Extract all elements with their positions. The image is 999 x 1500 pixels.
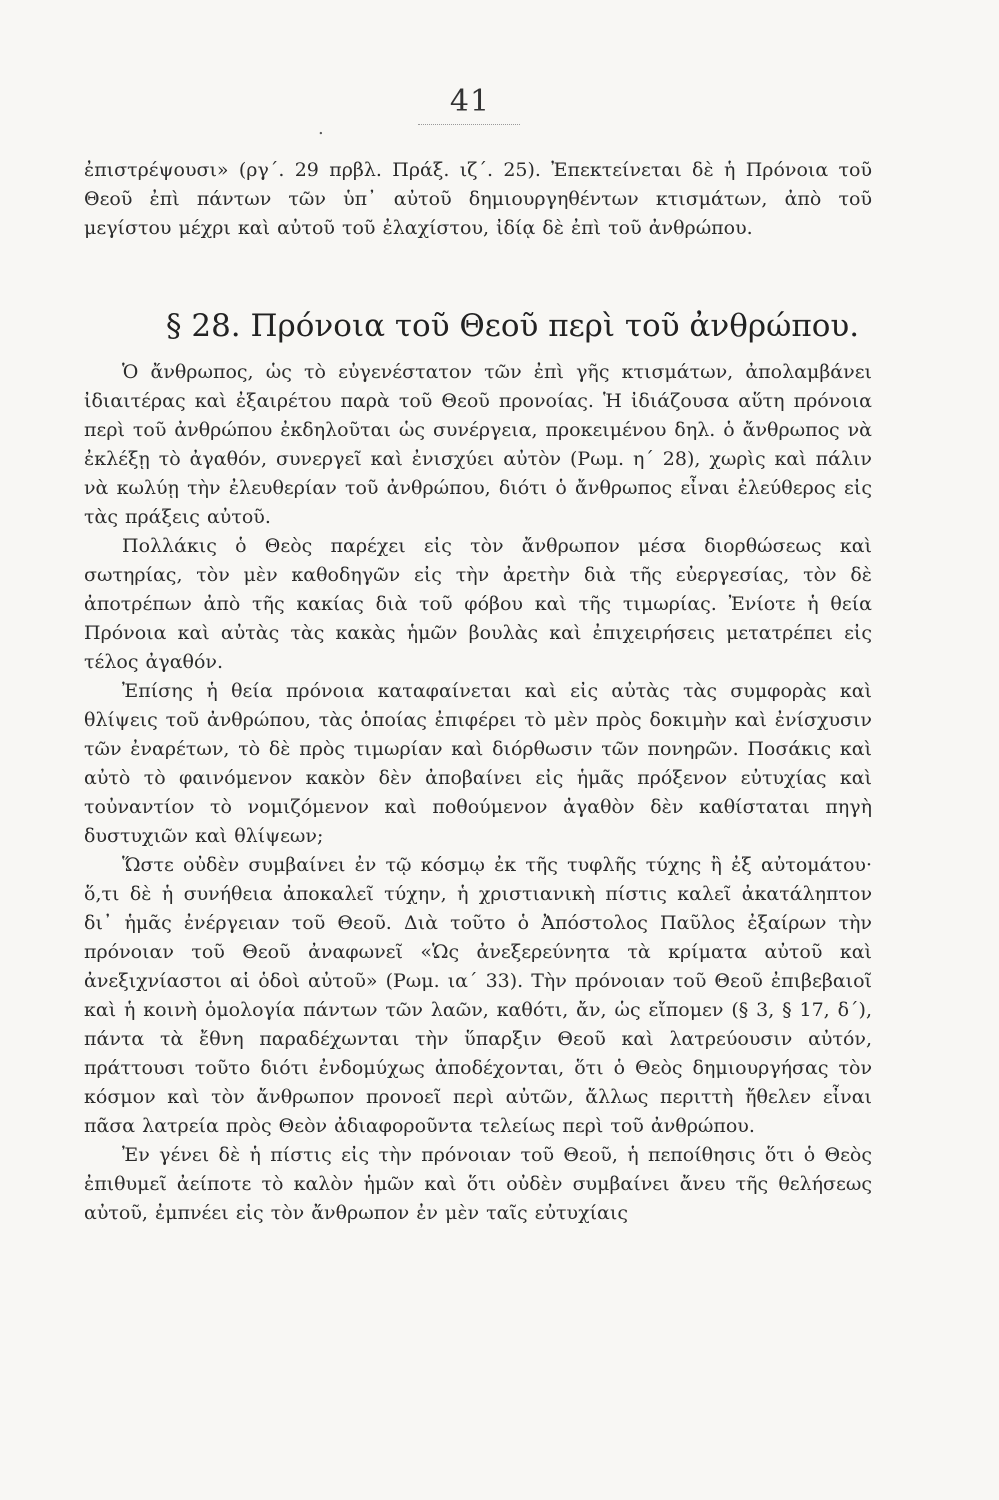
- intro-text-block: [84, 156, 872, 243]
- section-heading: § 28. Πρόνοια τοῦ Θεοῦ περὶ τοῦ ἀνθρώπου.: [166, 308, 860, 344]
- intro-paragraph: ἐπιστρέψουσι» (ργ΄. 29 πρβλ. Πράξ. ιζ΄. 25). Ἐπεκτείνεται δὲ ἡ Πρόνοια τοῦ Θεοῦ ἐπὶ πάντων τῶν ὑπ᾽ αὐτοῦ δημιουργηθέντων κτισμάτων, ἀπὸ τοῦ μεγίστου μέχρι καὶ αὐτοῦ τοῦ ἐλαχίστου, ἰδίᾳ δὲ ἐπὶ τοῦ ἀνθρώπου.: [84, 159, 872, 239]
- header-rule: [418, 124, 520, 125]
- paragraph-5: Ἐν γένει δὲ ἡ πίστις εἰς τὴν πρόνοιαν τοῦ Θεοῦ, ἡ πεποίθησις ὅτι ὁ Θεὸς ἐπιθυμεῖ ἀείποτε τὸ καλὸν ἡμῶν καὶ ὅτι οὐδὲν συμβαίνει ἄνευ τῆς θελήσεως αὐτοῦ, ἐμπνέει εἰς τὸν ἄνθρωπον ἐν μὲν ταῖς εὐτυχίαις: [84, 1144, 872, 1224]
- header-dot: .: [318, 118, 324, 139]
- paragraph-3: Ἐπίσης ἡ θεία πρόνοια καταφαίνεται καὶ εἰς αὐτὰς τὰς συμφορὰς καὶ θλίψεις τοῦ ἀνθρώπου, τὰς ὁποίας ἐπιφέρει τὸ μὲν πρὸς δοκιμὴν καὶ ἐνίσχυσιν τῶν ἐναρέτων, τὸ δὲ πρὸς τιμωρίαν καὶ διόρθωσιν τῶν πονηρῶν. Ποσάκις καὶ αὐτὸ τὸ φαινόμενον κακὸν δὲν ἀποβαίνει εἰς ἡμᾶς πρόξενον εὐτυχίας καὶ τοὐναντίον τὸ νομιζόμενον καὶ ποθούμενον ἀγαθὸν δὲν καθίσταται πηγὴ δυστυχιῶν καὶ θλίψεων;: [84, 680, 872, 847]
- paragraph-1: Ὁ ἄνθρωπος, ὡς τὸ εὐγενέστατον τῶν ἐπὶ γῆς κτισμάτων, ἀπολαμβάνει ἰδιαιτέρας καὶ ἐξαιρέτου παρὰ τοῦ Θεοῦ προνοίας. Ἡ ἰδιάζουσα αὕτη πρόνοια περὶ τοῦ ἀνθρώπου ἐκδηλοῦται ὡς συνέργεια, προκειμένου δηλ. ὁ ἄνθρωπος νὰ ἐκλέξῃ τὸ ἀγαθόν, συνεργεῖ καὶ ἐνισχύει αὐτὸν (Ρωμ. η΄ 28), χωρὶς καὶ πάλιν νὰ κωλύῃ τὴν ἐλευθερίαν τοῦ ἀνθρώπου, διότι ὁ ἄνθρωπος εἶναι ἐλεύθερος εἰς τὰς πράξεις αὐτοῦ.: [84, 361, 872, 528]
- main-text-block: [84, 358, 872, 1228]
- paragraph-2: Πολλάκις ὁ Θεὸς παρέχει εἰς τὸν ἄνθρωπον μέσα διορθώσεως καὶ σωτηρίας, τὸν μὲν καθοδηγῶν εἰς τὴν ἀρετὴν διὰ τῆς εὐεργεσίας, τὸν δὲ ἀποτρέπων ἀπὸ τῆς κακίας διὰ τοῦ φόβου καὶ τῆς τιμωρίας. Ἐνίοτε ἡ θεία Πρόνοια καὶ αὐτὰς τὰς κακὰς ἡμῶν βουλὰς καὶ ἐπιχειρήσεις μετατρέπει εἰς τέλος ἀγαθόν.: [84, 535, 872, 673]
- page-number: 41: [449, 84, 491, 119]
- paragraph-4: Ὥστε οὐδὲν συμβαίνει ἐν τῷ κόσμῳ ἐκ τῆς τυφλῆς τύχης ἢ ἐξ αὐτομάτου· ὅ,τι δὲ ἡ συνήθεια ἀποκαλεῖ τύχην, ἡ χριστιανικὴ πίστις καλεῖ ἀκατάληπτον δι᾽ ἡμᾶς ἐνέργειαν τοῦ Θεοῦ. Διὰ τοῦτο ὁ Ἀπόστολος Παῦλος ἐξαίρων τὴν πρόνοιαν τοῦ Θεοῦ ἀναφωνεῖ «Ὡς ἀνεξερεύνητα τὰ κρίματα αὐτοῦ καὶ ἀνεξιχνίαστοι αἱ ὁδοὶ αὐτοῦ» (Ρωμ. ια΄ 33). Τὴν πρόνοιαν τοῦ Θεοῦ ἐπιβεβαιοῖ καὶ ἡ κοινὴ ὁμολογία πάντων τῶν λαῶν, καθότι, ἄν, ὡς εἴπομεν (§ 3, § 17, δ΄), πάντα τὰ ἔθνη παραδέχωνται τὴν ὕπαρξιν Θεοῦ καὶ λατρεύουσιν αὐτόν, πράττουσι τοῦτο διότι ἐνδομύχως ἀποδέχονται, ὅτι ὁ Θεὸς δημιουργήσας τὸν κόσμον καὶ τὸν ἄνθρωπον προνοεῖ περὶ αὐτῶν, ἄλλως περιττὴ ἤθελεν εἶναι πᾶσα λατρεία πρὸς Θεὸν ἀδιαφοροῦντα τελείως περὶ τοῦ ἀνθρώπου.: [84, 854, 872, 1137]
